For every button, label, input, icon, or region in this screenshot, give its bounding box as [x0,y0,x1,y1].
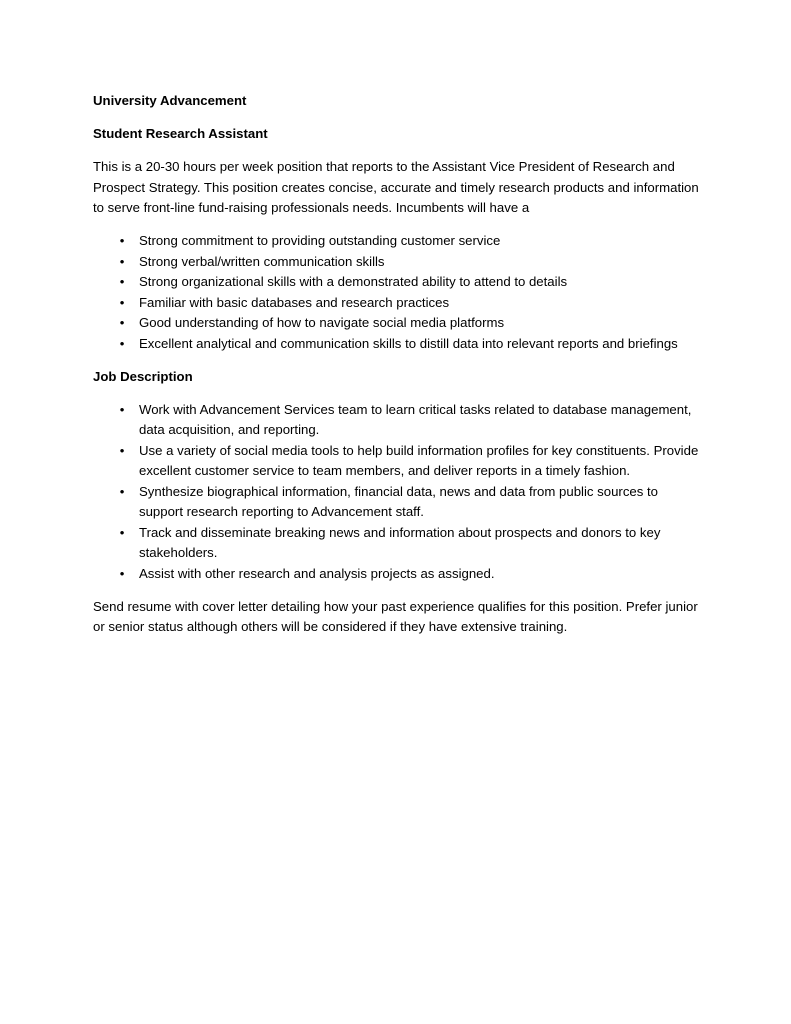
duty-text: Track and disseminate breaking news and information about prospects and donors to key stakeholders. [139,524,661,560]
qualification-text: Familiar with basic databases and research practices [139,294,450,310]
list-item [93,441,701,482]
job-description-heading: Job Description [93,368,193,384]
bullet-icon: • [119,565,125,581]
list-item [93,231,701,252]
bullet-icon: • [119,294,125,310]
bullet-icon: • [119,233,125,248]
list-item [93,400,701,441]
bullet-icon: • [119,335,125,351]
bullet-icon: • [119,524,125,540]
duty-text: Synthesize biographical information, financial data, news and data from public sources to support research reporting to Advancement staff. [139,483,659,519]
qualification-text: Excellent analytical and communication skills to distill data into relevant reports and briefings [139,335,678,351]
bullet-icon: • [119,274,125,289]
list-item [93,334,701,355]
list-item [93,523,701,564]
duties-list [93,400,701,585]
list-item [93,252,701,273]
closing-paragraph: Send resume with cover letter detailing how your past experience qualifies for this position. Prefer junior or senior status although others will be considered if they have extensive training. [93,598,698,634]
bullet-icon: • [119,315,125,330]
list-item [93,313,701,334]
bullet-icon: • [119,401,125,417]
intro-paragraph: This is a 20-30 hours per week position that reports to the Assistant Vice President of Research and Prospect Strategy. This position creates concise, accurate and timely research products and information to serve front-line fund-raising professionals needs. Incumbents will have a [93,159,699,215]
duty-text: Work with Advancement Services team to learn critical tasks related to database management, data acquisition, and reporting. [139,401,692,437]
list-item [93,482,701,523]
bullet-icon: • [119,483,125,499]
duty-text: Use a variety of social media tools to help build information profiles for key constituents. Provide excellent customer service to team members, and deliver reports in a timely fashion. [139,442,699,478]
qualification-text: Strong commitment to providing outstanding customer service [139,233,501,248]
qualification-text: Good understanding of how to navigate social media platforms [139,315,505,330]
list-item [93,564,701,585]
bullet-icon: • [119,442,125,458]
qualification-text: Strong verbal/written communication skills [139,253,385,269]
bullet-icon: • [119,253,125,269]
list-item [93,272,701,293]
qualification-text: Strong organizational skills with a demonstrated ability to attend to details [139,274,568,289]
department-heading: University Advancement [93,93,247,108]
duty-text: Assist with other research and analysis projects as assigned. [139,565,495,581]
document-page [93,91,701,650]
list-item [93,293,701,314]
position-title: Student Research Assistant [93,126,268,141]
qualifications-list [93,231,701,354]
